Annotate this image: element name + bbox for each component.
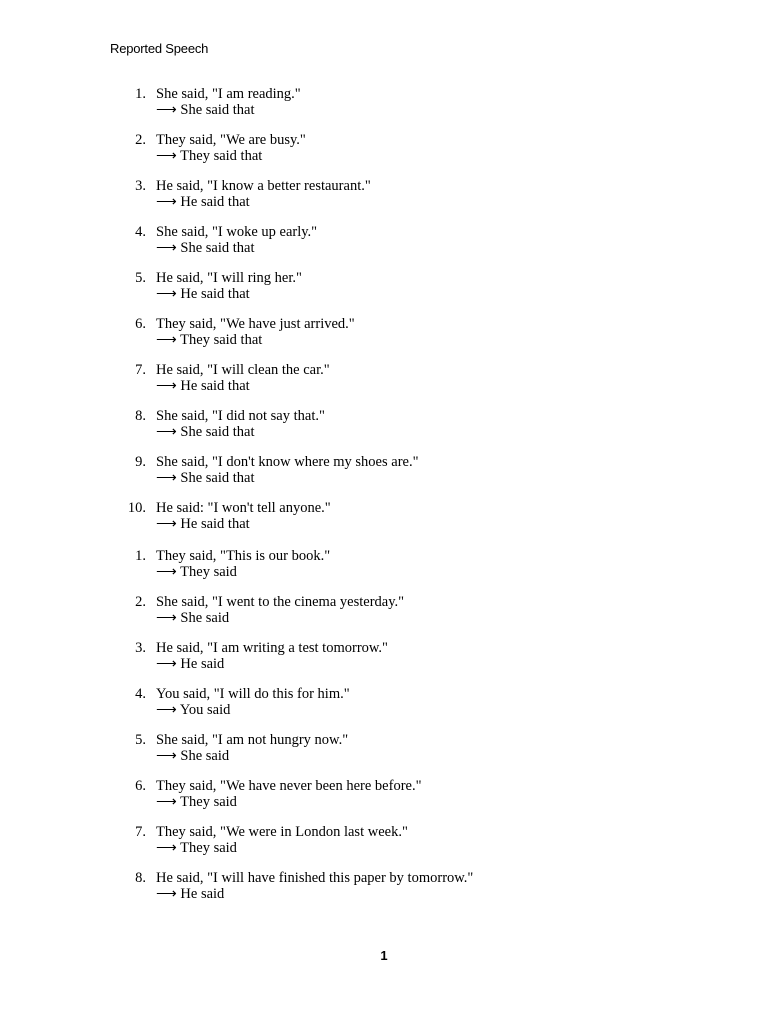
direct-speech-sentence: She said, "I don't know where my shoes are." (156, 454, 419, 470)
item-number: 3. (135, 178, 146, 194)
direct-speech-sentence: He said, "I am writing a test tomorrow." (156, 640, 388, 656)
item-number: 6. (135, 778, 146, 794)
reported-answer-prompt: ⟶ They said that (156, 332, 263, 348)
reported-answer-prompt: ⟶ You said (156, 702, 231, 718)
page-title: Reported Speech (110, 41, 209, 56)
reported-answer-prompt: ⟶ They said (156, 794, 237, 810)
direct-speech-sentence: They said, "We are busy." (156, 132, 306, 148)
direct-speech-sentence: She said, "I went to the cinema yesterday." (156, 594, 405, 610)
item-number: 2. (135, 594, 146, 610)
item-number: 9. (135, 454, 146, 470)
direct-speech-sentence: He said, "I know a better restaurant." (156, 178, 371, 194)
direct-speech-sentence: They said, "This is our book." (156, 548, 331, 564)
item-number: 7. (135, 824, 146, 840)
item-number: 1. (135, 548, 146, 564)
direct-speech-sentence: She said, "I did not say that." (156, 408, 325, 424)
direct-speech-sentence: They said, "We were in London last week." (156, 824, 408, 840)
reported-answer-prompt: ⟶ He said that (156, 516, 250, 532)
reported-answer-prompt: ⟶ She said that (156, 470, 255, 486)
reported-answer-prompt: ⟶ They said that (156, 148, 263, 164)
direct-speech-sentence: She said, "I am not hungry now." (156, 732, 349, 748)
page-number: 1 (380, 948, 388, 963)
direct-speech-sentence: He said, "I will have finished this paper by tomorrow." (156, 870, 474, 886)
direct-speech-sentence: He said, "I will clean the car." (156, 362, 330, 378)
reported-answer-prompt: ⟶ He said that (156, 194, 250, 210)
item-number: 5. (135, 732, 146, 748)
item-number: 4. (135, 224, 146, 240)
direct-speech-sentence: He said: "I won't tell anyone." (156, 500, 331, 516)
reported-answer-prompt: ⟶ He said (156, 886, 225, 902)
reported-answer-prompt: ⟶ She said that (156, 240, 255, 256)
item-number: 6. (135, 316, 146, 332)
reported-answer-prompt: ⟶ She said that (156, 102, 255, 118)
direct-speech-sentence: She said, "I am reading." (156, 86, 301, 102)
item-number: 8. (135, 870, 146, 886)
item-number: 8. (135, 408, 146, 424)
reported-answer-prompt: ⟶ She said (156, 610, 230, 626)
item-number: 7. (135, 362, 146, 378)
reported-answer-prompt: ⟶ She said (156, 748, 230, 764)
item-number: 10. (127, 500, 146, 516)
direct-speech-sentence: He said, "I will ring her." (156, 270, 302, 286)
reported-answer-prompt: ⟶ He said that (156, 286, 250, 302)
direct-speech-sentence: They said, "We have just arrived." (156, 316, 355, 332)
direct-speech-sentence: She said, "I woke up early." (156, 224, 318, 240)
reported-answer-prompt: ⟶ They said (156, 564, 237, 580)
item-number: 4. (135, 686, 146, 702)
reported-answer-prompt: ⟶ He said that (156, 378, 250, 394)
item-number: 5. (135, 270, 146, 286)
reported-answer-prompt: ⟶ He said (156, 656, 225, 672)
reported-answer-prompt: ⟶ They said (156, 840, 237, 856)
item-number: 1. (135, 86, 146, 102)
reported-answer-prompt: ⟶ She said that (156, 424, 255, 440)
item-number: 3. (135, 640, 146, 656)
direct-speech-sentence: You said, "I will do this for him." (156, 686, 350, 702)
direct-speech-sentence: They said, "We have never been here before." (156, 778, 422, 794)
item-number: 2. (135, 132, 146, 148)
